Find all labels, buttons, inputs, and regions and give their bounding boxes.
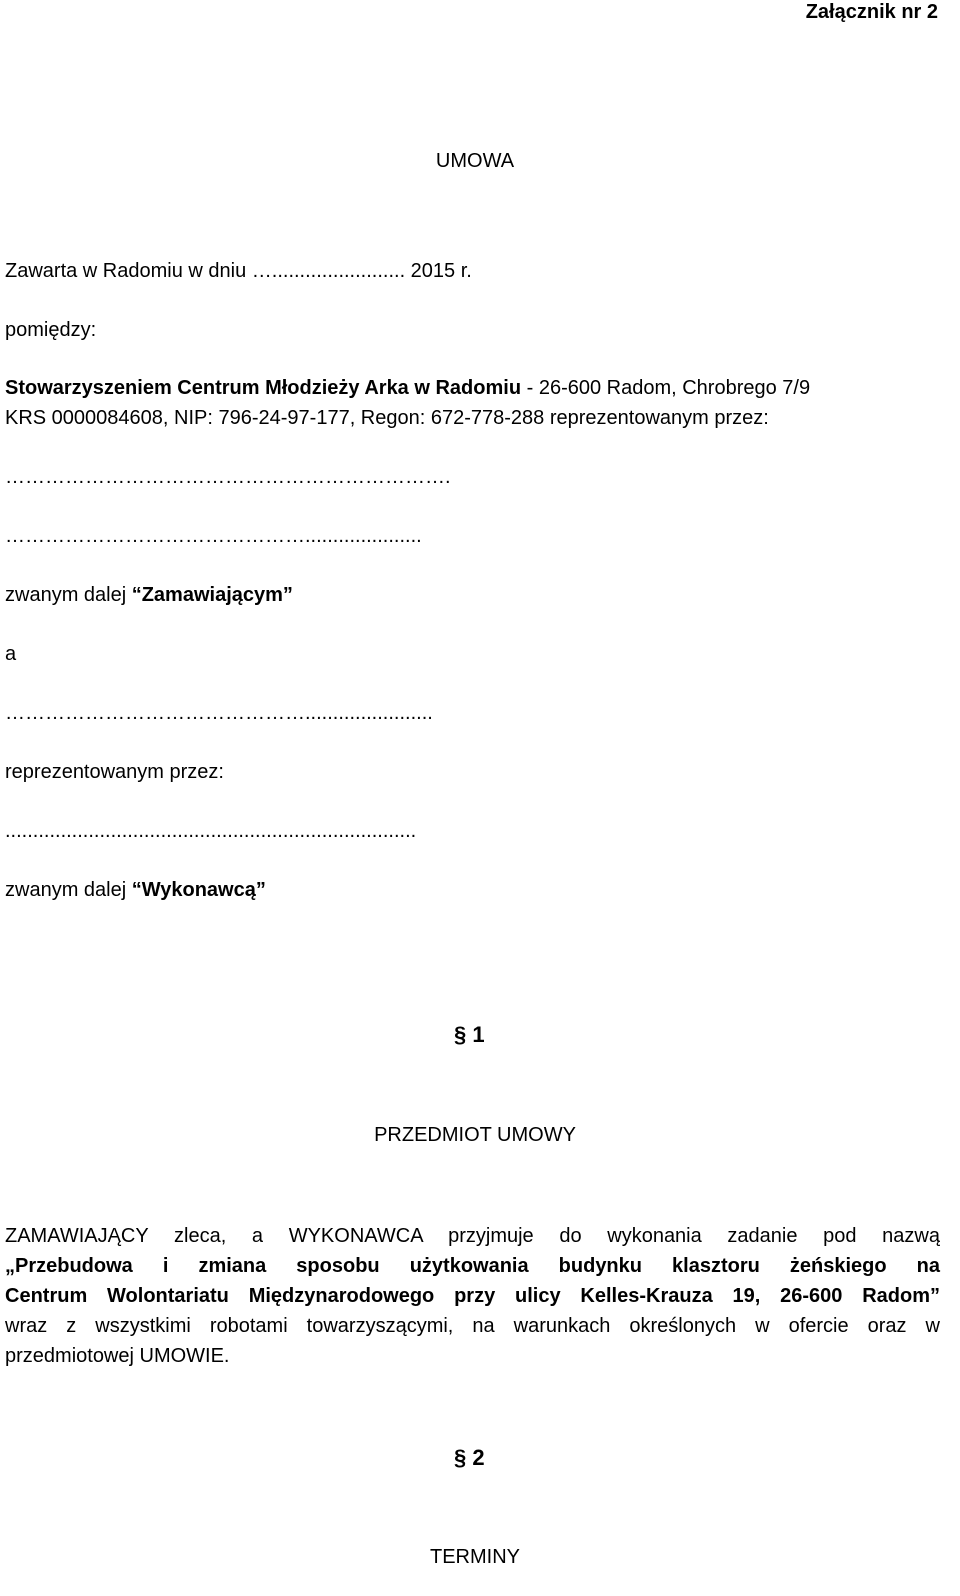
party2-called-prefix: zwanym dalej xyxy=(5,879,132,901)
party2-blank-2: .......................................................................... xyxy=(5,820,417,842)
section1-text-line-5: przedmiotowej UMOWIE. xyxy=(5,1345,230,1367)
and-label: a xyxy=(5,643,17,665)
party2-called-name: “Wykonawcą” xyxy=(131,879,266,901)
party1-called xyxy=(5,583,293,607)
between-label: pomiędzy: xyxy=(5,319,97,341)
party1-line xyxy=(5,376,810,400)
party1-called-prefix: zwanym dalej xyxy=(5,584,132,606)
section1-number: § 1 xyxy=(454,1022,485,1047)
party2-blank-1: ………………………………………....................... xyxy=(5,702,433,724)
section1-text-line-3: Centrum Wolontariatu Międzynarodowego przy ulicy Kelles-Krauza 19, 26-600 Radom” xyxy=(5,1285,940,1307)
concluded-line: Zawarta w Radomiu w dniu …........................ 2015 r. xyxy=(5,260,472,282)
section1-heading: PRZEDMIOT UMOWY xyxy=(374,1124,576,1146)
attachment-label: Załącznik nr 2 xyxy=(805,1,938,23)
party2-called xyxy=(5,878,266,902)
party1-blank-1: …………………………………………………………. xyxy=(5,466,451,488)
section1-text-line-1: ZAMAWIAJĄCY zleca, a WYKONAWCA przyjmuje do wykonania zadanie pod nazwą xyxy=(5,1225,940,1247)
party1-called-name: “Zamawiającym” xyxy=(131,584,293,606)
section1-text-line-4: wraz z wszystkimi robotami towarzyszącymi, na warunkach określonych w ofercie oraz w xyxy=(5,1315,940,1337)
section1-text-line-2: „Przebudowa i zmiana sposobu użytkowania budynku klasztoru żeńskiego na xyxy=(5,1255,940,1277)
section2-heading: TERMINY xyxy=(430,1546,520,1568)
party1-name: Stowarzyszeniem Centrum Młodzieży Arka w Radomiu xyxy=(5,377,522,399)
section2-number: § 2 xyxy=(454,1445,485,1470)
party1-registry: KRS 0000084608, NIP: 796-24-97-177, Regon: 672-778-288 reprezentowanym przez: xyxy=(5,407,769,429)
party1-address: - 26-600 Radom, Chrobrego 7/9 xyxy=(521,377,811,399)
party1-blank-2: ………………………………………..................... xyxy=(5,525,422,547)
document-title: UMOWA xyxy=(435,150,515,172)
party2-represented: reprezentowanym przez: xyxy=(5,761,224,783)
